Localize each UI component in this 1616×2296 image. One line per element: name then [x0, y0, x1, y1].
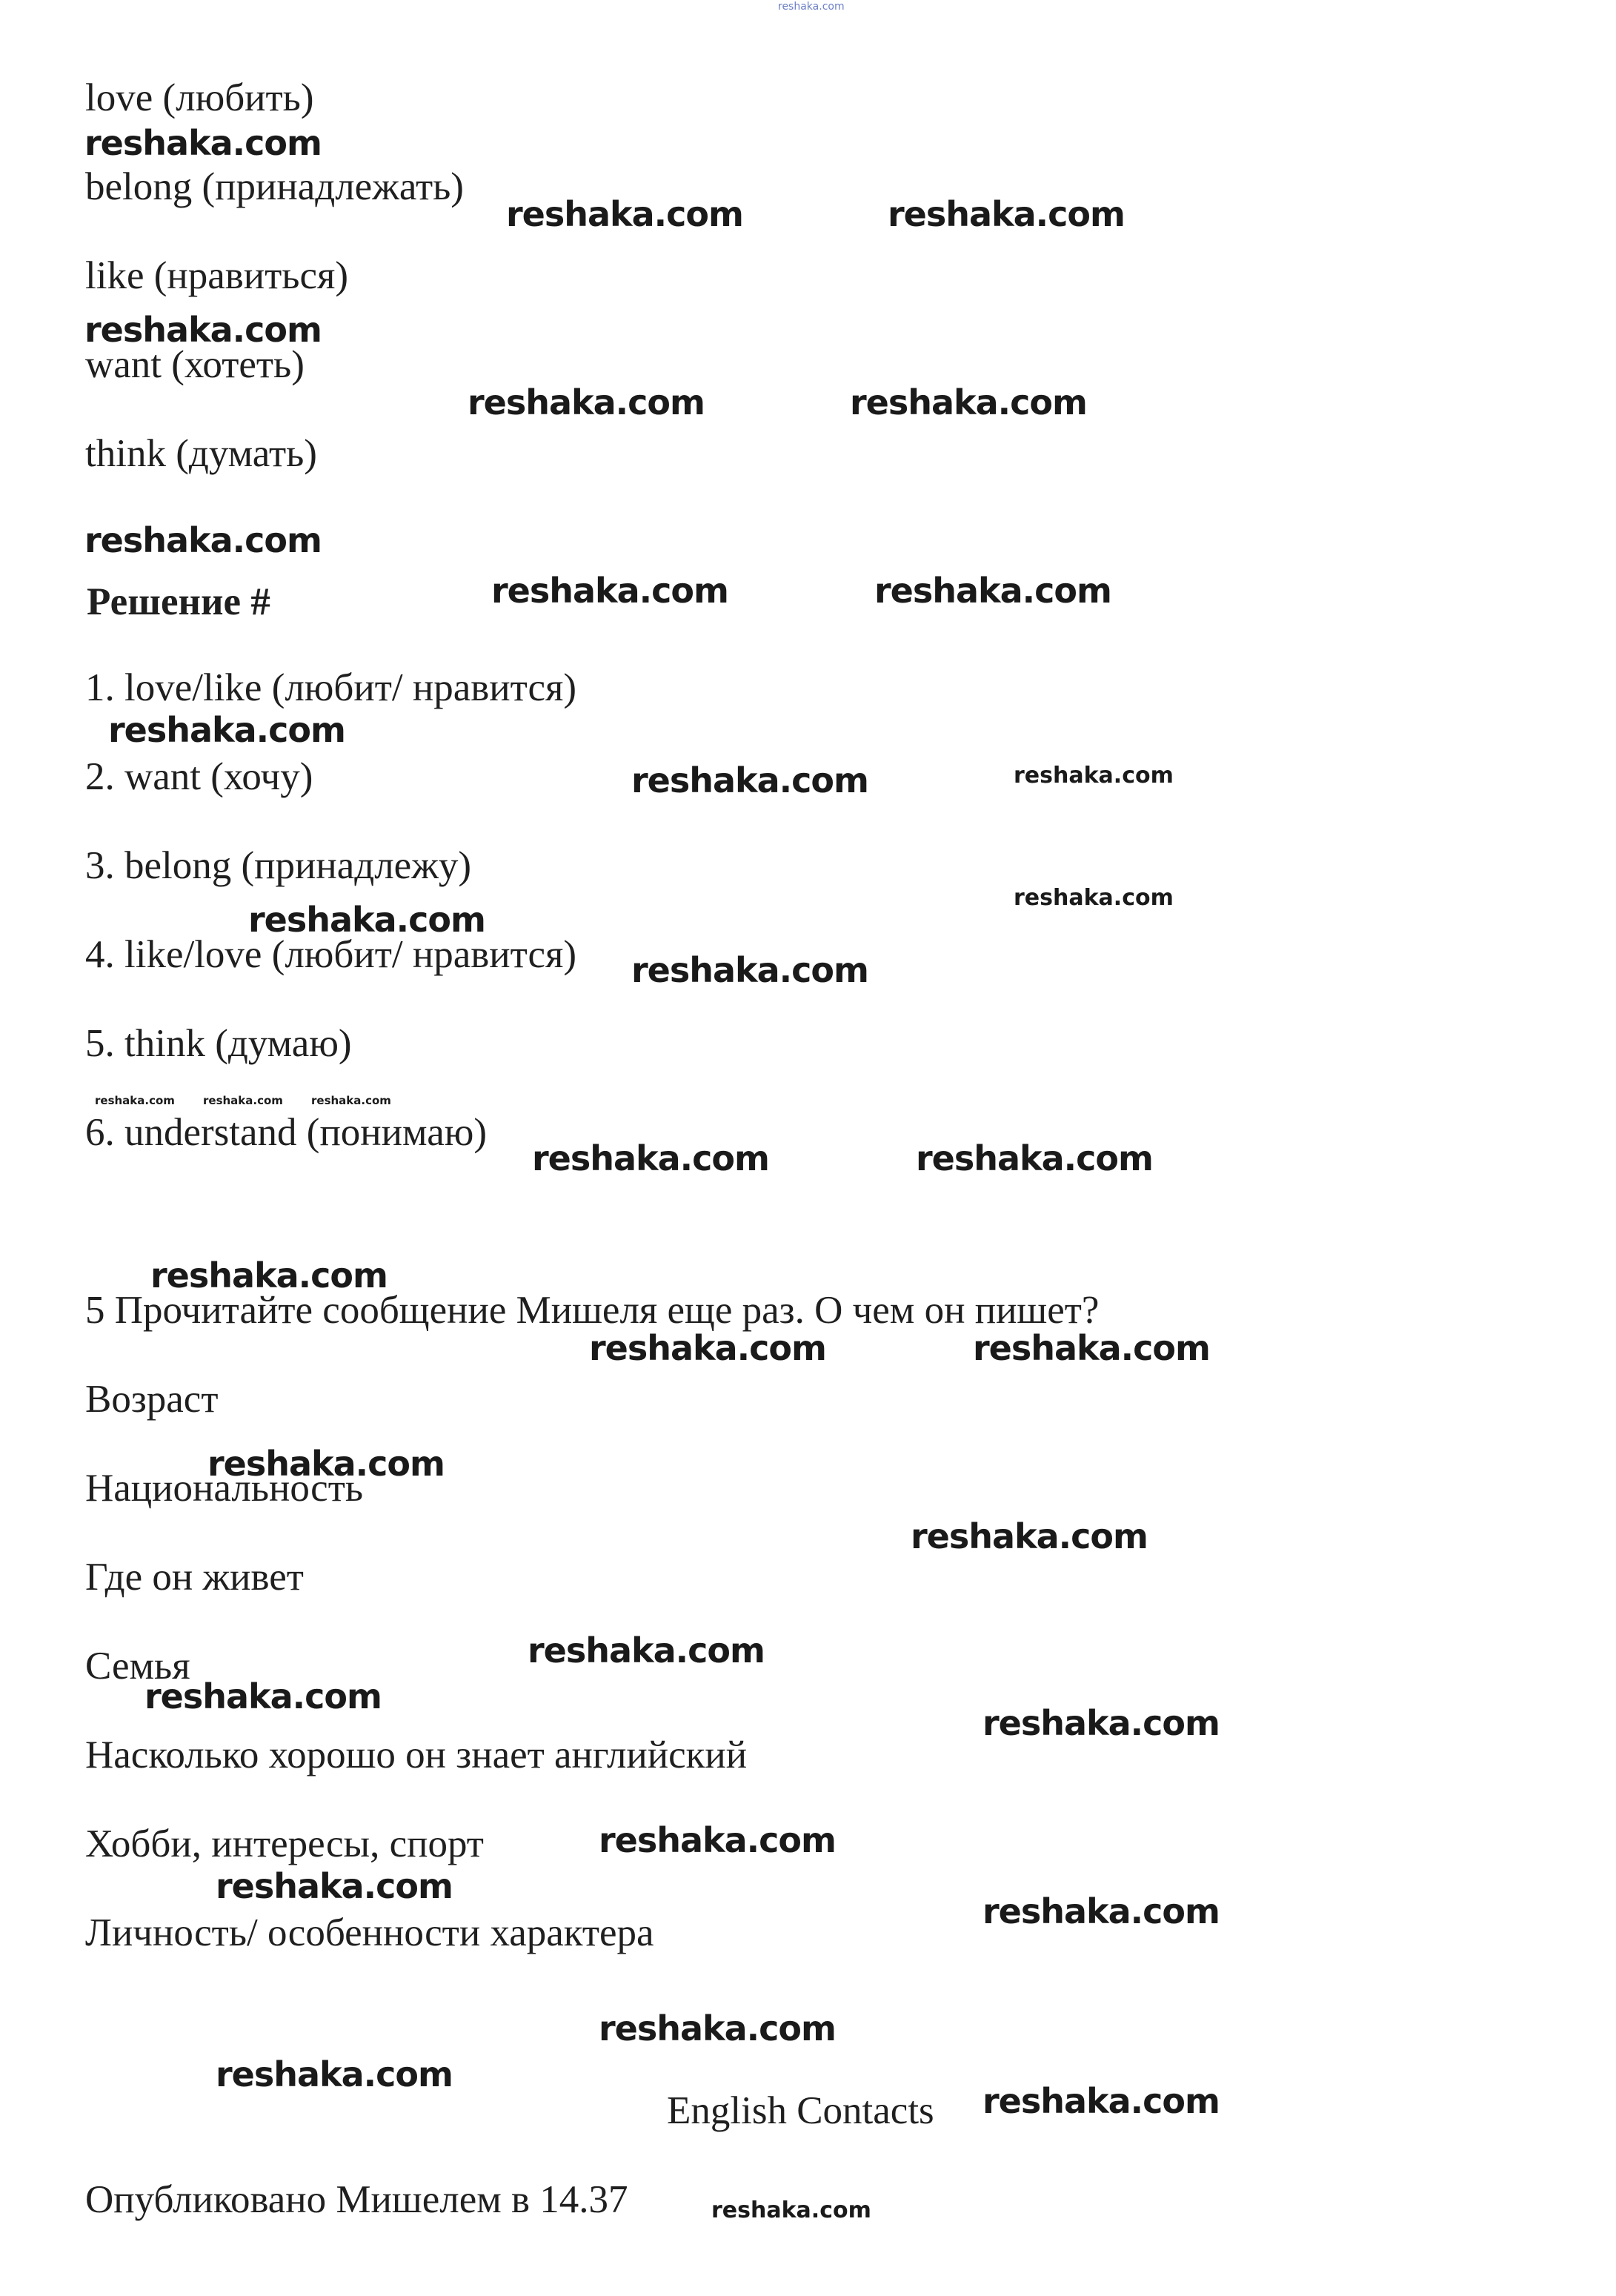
- watermark: reshaka.com: [1014, 763, 1174, 789]
- top-watermark: reshaka.com: [778, 1, 845, 13]
- watermark: reshaka.com: [982, 1891, 1220, 1931]
- watermark: reshaka.com: [216, 2054, 453, 2094]
- watermark: reshaka.com: [528, 1630, 765, 1670]
- word-list-item: like (нравиться): [85, 254, 349, 297]
- watermark: reshaka.com: [150, 1255, 388, 1295]
- task5-prompt: 5 Прочитайте сообщение Мишеля еще раз. О чем он пишет?: [85, 1289, 1100, 1332]
- watermark: reshaka.com: [108, 710, 345, 750]
- word-list-item: think (думать): [85, 432, 317, 475]
- watermark: reshaka.com: [982, 1703, 1220, 1743]
- watermark: reshaka.com: [599, 1820, 836, 1860]
- watermark: reshaka.com: [311, 1094, 391, 1107]
- answer-item: 5. think (думаю): [85, 1022, 352, 1065]
- task5-topic: Насколько хорошо он знает английский: [85, 1733, 748, 1776]
- watermark: reshaka.com: [1014, 885, 1174, 911]
- watermark: reshaka.com: [84, 310, 322, 350]
- task5-topic: Где он живет: [85, 1556, 304, 1599]
- watermark: reshaka.com: [631, 950, 868, 990]
- answer-item: 2. want (хочу): [85, 755, 313, 798]
- task5-topic: Возраст: [85, 1378, 219, 1421]
- watermark: reshaka.com: [973, 1328, 1210, 1368]
- watermark: reshaka.com: [506, 194, 743, 234]
- watermark: reshaka.com: [491, 571, 728, 611]
- watermark: reshaka.com: [207, 1444, 445, 1484]
- answer-item: 3. belong (принадлежу): [85, 844, 471, 887]
- solution-heading: Решение #: [87, 580, 270, 623]
- task5-topic: Национальность: [85, 1467, 364, 1510]
- watermark: reshaka.com: [84, 123, 322, 163]
- watermark: reshaka.com: [850, 382, 1087, 422]
- watermark: reshaka.com: [84, 520, 322, 560]
- answer-item: 4. like/love (любит/ нравится): [85, 933, 576, 976]
- watermark: reshaka.com: [982, 2081, 1220, 2121]
- task5-topic: Хобби, интересы, спорт: [85, 1822, 484, 1865]
- posted-by: Опубликовано Мишелем в 14.37: [85, 2178, 628, 2221]
- watermark: reshaka.com: [144, 1676, 382, 1716]
- watermark: reshaka.com: [631, 760, 868, 800]
- watermark: reshaka.com: [95, 1094, 175, 1107]
- watermark: reshaka.com: [599, 2008, 836, 2048]
- watermark: reshaka.com: [216, 1866, 453, 1906]
- answer-item: 1. love/like (любит/ нравится): [85, 666, 576, 709]
- watermark: reshaka.com: [203, 1094, 283, 1107]
- site-title: English Contacts: [667, 2089, 934, 2132]
- word-list-item: want (хотеть): [85, 343, 305, 386]
- watermark: reshaka.com: [468, 382, 705, 422]
- watermark: reshaka.com: [911, 1516, 1148, 1556]
- word-list-item: belong (принадлежать): [85, 165, 464, 208]
- watermark: reshaka.com: [916, 1138, 1153, 1178]
- watermark: reshaka.com: [589, 1328, 826, 1368]
- watermark: reshaka.com: [874, 571, 1111, 611]
- watermark: reshaka.com: [888, 194, 1125, 234]
- watermark: reshaka.com: [711, 2197, 871, 2223]
- task5-topic: Семья: [85, 1645, 190, 1688]
- answer-item: 6. understand (понимаю): [85, 1111, 487, 1154]
- task5-topic: Личность/ особенности характера: [85, 1911, 654, 1954]
- word-list-item: love (любить): [85, 76, 314, 119]
- watermark: reshaka.com: [248, 900, 485, 940]
- watermark: reshaka.com: [532, 1138, 769, 1178]
